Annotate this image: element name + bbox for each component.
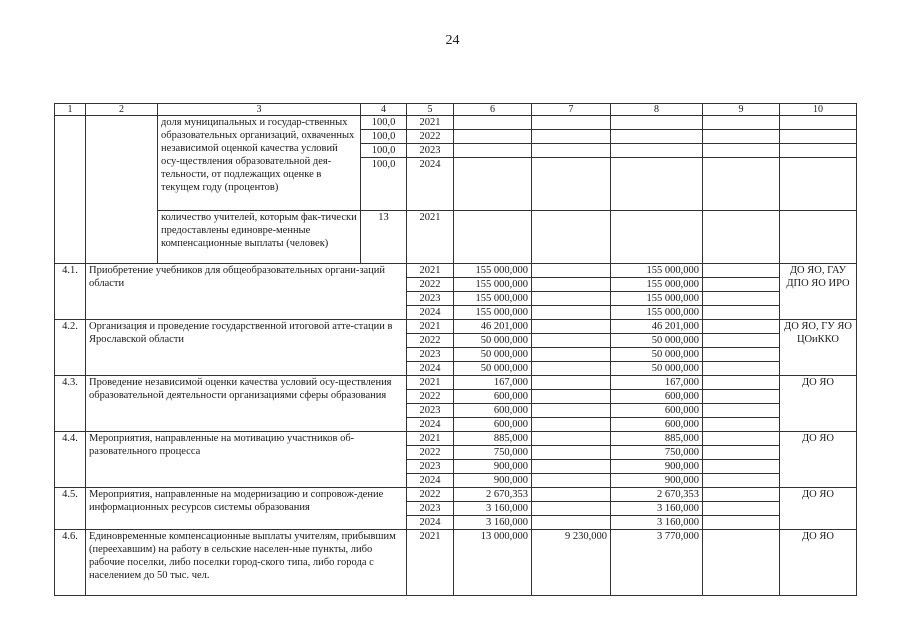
- empty-cell: [703, 432, 780, 446]
- item-name: Единовременные компенсационные выплаты учителям, прибывшим (переехавшим) на работу в сельские населен-ные пункты, либо рабочие поселки, либо поселки город-ского типа, либо города с населением до 50 тыс. чел.: [86, 530, 407, 596]
- program-table: [54, 103, 857, 596]
- total-amount: 3 160,000: [454, 516, 532, 530]
- regional-amount: 155 000,000: [611, 264, 703, 278]
- indicator-year: 2024: [407, 158, 454, 211]
- federal-amount: [532, 306, 611, 320]
- year-cell: 2023: [407, 502, 454, 516]
- total-amount: 600,000: [454, 418, 532, 432]
- regional-amount: 155 000,000: [611, 278, 703, 292]
- table-row: [55, 432, 857, 446]
- page-number: 24: [445, 33, 460, 48]
- executor: ДО ЯО: [780, 376, 857, 432]
- regional-amount: 50 000,000: [611, 348, 703, 362]
- year-cell: 2022: [407, 488, 454, 502]
- year-cell: 2022: [407, 390, 454, 404]
- year-cell: 2021: [407, 432, 454, 446]
- regional-amount: 3 770,000: [611, 530, 703, 596]
- indicator-row: [55, 211, 857, 264]
- year-cell: 2023: [407, 460, 454, 474]
- year-cell: 2024: [407, 516, 454, 530]
- year-cell: 2024: [407, 306, 454, 320]
- header-cell: 10: [780, 104, 857, 116]
- federal-amount: [532, 474, 611, 488]
- item-number: 4.1.: [55, 264, 86, 320]
- empty-cell: [703, 362, 780, 376]
- header-cell: 8: [611, 104, 703, 116]
- indicator-label: количество учителей, которым фак-тически предоставлены единовре-менные компенсационные выплаты (человек): [158, 211, 361, 264]
- table-row: [55, 530, 857, 596]
- header-cell: 4: [361, 104, 407, 116]
- regional-amount: 600,000: [611, 390, 703, 404]
- year-cell: 2023: [407, 348, 454, 362]
- regional-amount: 2 670,353: [611, 488, 703, 502]
- year-cell: 2021: [407, 530, 454, 596]
- federal-amount: [532, 460, 611, 474]
- empty-cell: [55, 116, 86, 264]
- regional-amount: 900,000: [611, 474, 703, 488]
- empty-cell: [703, 516, 780, 530]
- federal-amount: [532, 348, 611, 362]
- total-amount: 600,000: [454, 390, 532, 404]
- year-cell: 2024: [407, 474, 454, 488]
- indicator-label: доля муниципальных и государ-ственных образовательных организаций, охваченных независимой оценкой качества условий осу-ществления образовательной дея-тельности, от подлежащих оценке в текущем году (процентов): [158, 116, 361, 211]
- federal-amount: [532, 390, 611, 404]
- federal-amount: [532, 292, 611, 306]
- federal-amount: [532, 320, 611, 334]
- federal-amount: [532, 432, 611, 446]
- indicator-value: 100,0: [361, 158, 407, 211]
- federal-amount: [532, 334, 611, 348]
- total-amount: 46 201,000: [454, 320, 532, 334]
- federal-amount: [532, 502, 611, 516]
- regional-amount: 167,000: [611, 376, 703, 390]
- year-cell: 2021: [407, 264, 454, 278]
- indicator-year: 2021: [407, 211, 454, 264]
- regional-amount: 46 201,000: [611, 320, 703, 334]
- regional-amount: 600,000: [611, 418, 703, 432]
- regional-amount: 50 000,000: [611, 362, 703, 376]
- item-name: Мероприятия, направленные на мотивацию участников об-разовательного процесса: [86, 432, 407, 488]
- indicator-year: 2022: [407, 130, 454, 144]
- item-number: 4.5.: [55, 488, 86, 530]
- year-cell: 2022: [407, 278, 454, 292]
- indicator-value: 100,0: [361, 144, 407, 158]
- federal-amount: [532, 516, 611, 530]
- federal-amount: [532, 362, 611, 376]
- total-amount: 155 000,000: [454, 306, 532, 320]
- total-amount: 750,000: [454, 446, 532, 460]
- table-row: [55, 320, 857, 334]
- item-number: 4.3.: [55, 376, 86, 432]
- total-amount: 885,000: [454, 432, 532, 446]
- federal-amount: 9 230,000: [532, 530, 611, 596]
- year-cell: 2021: [407, 376, 454, 390]
- empty-cell: [703, 502, 780, 516]
- year-cell: 2022: [407, 446, 454, 460]
- total-amount: 900,000: [454, 460, 532, 474]
- executor: ДО ЯО: [780, 530, 857, 596]
- executor: ДО ЯО, ГУ ЯО ЦОиККО: [780, 320, 857, 376]
- indicator-value: 13: [361, 211, 407, 264]
- indicator-year: 2021: [407, 116, 454, 130]
- federal-amount: [532, 278, 611, 292]
- regional-amount: 600,000: [611, 404, 703, 418]
- year-cell: 2024: [407, 418, 454, 432]
- indicator-value: 100,0: [361, 116, 407, 130]
- total-amount: 600,000: [454, 404, 532, 418]
- total-amount: 155 000,000: [454, 292, 532, 306]
- total-amount: 167,000: [454, 376, 532, 390]
- total-amount: 2 670,353: [454, 488, 532, 502]
- year-cell: 2021: [407, 320, 454, 334]
- item-name: Проведение независимой оценки качества условий осу-ществления образовательной деятельности организациями сферы образования: [86, 376, 407, 432]
- indicator-value: 100,0: [361, 130, 407, 144]
- total-amount: 50 000,000: [454, 334, 532, 348]
- regional-amount: 750,000: [611, 446, 703, 460]
- empty-cell: [703, 306, 780, 320]
- empty-cell: [703, 390, 780, 404]
- empty-cell: [703, 376, 780, 390]
- table-row: [55, 264, 857, 278]
- empty-cell: [703, 278, 780, 292]
- federal-amount: [532, 376, 611, 390]
- item-number: 4.6.: [55, 530, 86, 596]
- federal-amount: [532, 264, 611, 278]
- empty-cell: [703, 488, 780, 502]
- federal-amount: [532, 418, 611, 432]
- table-row: [55, 488, 857, 502]
- empty-cell: [703, 460, 780, 474]
- table-row: [55, 376, 857, 390]
- total-amount: 50 000,000: [454, 362, 532, 376]
- total-amount: 3 160,000: [454, 502, 532, 516]
- item-number: 4.2.: [55, 320, 86, 376]
- empty-cell: [703, 348, 780, 362]
- empty-cell: [703, 264, 780, 278]
- regional-amount: 155 000,000: [611, 306, 703, 320]
- header-cell: 6: [454, 104, 532, 116]
- total-amount: 50 000,000: [454, 348, 532, 362]
- regional-amount: 155 000,000: [611, 292, 703, 306]
- empty-cell: [703, 530, 780, 596]
- empty-cell: [703, 292, 780, 306]
- total-amount: 155 000,000: [454, 264, 532, 278]
- empty-cell: [703, 446, 780, 460]
- header-cell: 3: [158, 104, 361, 116]
- total-amount: 900,000: [454, 474, 532, 488]
- total-amount: 13 000,000: [454, 530, 532, 596]
- empty-cell: [703, 320, 780, 334]
- federal-amount: [532, 404, 611, 418]
- federal-amount: [532, 488, 611, 502]
- header-cell: 1: [55, 104, 86, 116]
- empty-cell: [703, 474, 780, 488]
- year-cell: 2022: [407, 334, 454, 348]
- header-cell: 7: [532, 104, 611, 116]
- executor: ДО ЯО: [780, 432, 857, 488]
- item-name: Мероприятия, направленные на модернизацию и сопровож-дение информационных ресурсов системы образования: [86, 488, 407, 530]
- year-cell: 2023: [407, 404, 454, 418]
- federal-amount: [532, 446, 611, 460]
- indicator-year: 2023: [407, 144, 454, 158]
- header-cell: 2: [86, 104, 158, 116]
- regional-amount: 900,000: [611, 460, 703, 474]
- indicator-row: [55, 116, 857, 130]
- empty-cell: [703, 334, 780, 348]
- item-name: Приобретение учебников для общеобразовательных органи-заций области: [86, 264, 407, 320]
- regional-amount: 885,000: [611, 432, 703, 446]
- year-cell: 2024: [407, 362, 454, 376]
- empty-cell: [703, 404, 780, 418]
- total-amount: 155 000,000: [454, 278, 532, 292]
- empty-cell: [703, 418, 780, 432]
- header-cell: 9: [703, 104, 780, 116]
- executor: ДО ЯО: [780, 488, 857, 530]
- regional-amount: 50 000,000: [611, 334, 703, 348]
- empty-cell: [86, 116, 158, 264]
- header-row: [55, 104, 857, 116]
- year-cell: 2023: [407, 292, 454, 306]
- executor: ДО ЯО, ГАУ ДПО ЯО ИРО: [780, 264, 857, 320]
- regional-amount: 3 160,000: [611, 502, 703, 516]
- regional-amount: 3 160,000: [611, 516, 703, 530]
- item-name: Организация и проведение государственной итоговой атте-стации в Ярославской области: [86, 320, 407, 376]
- item-number: 4.4.: [55, 432, 86, 488]
- header-cell: 5: [407, 104, 454, 116]
